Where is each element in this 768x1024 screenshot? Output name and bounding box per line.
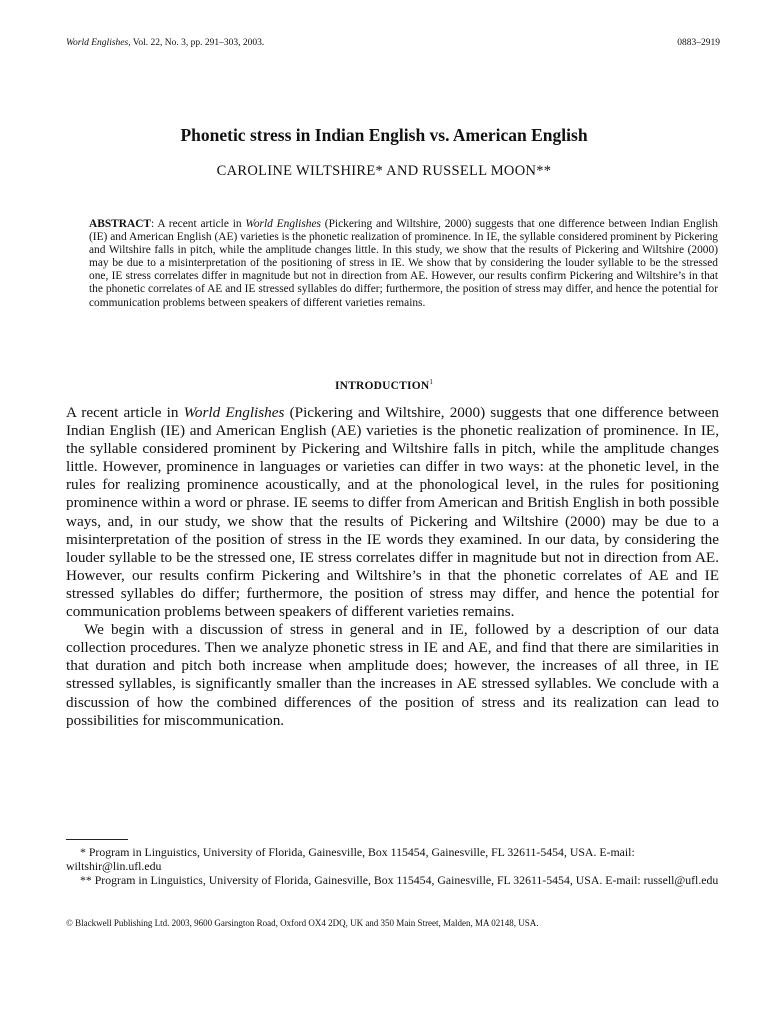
paragraph-2: We begin with a discussion of stress in general and in IE, followed by a description of our data collection procedures. Then we analyze phonetic stress in IE and AE, and find that there are similarities in that duration and pitch both increase when amplitude does; however, the increases of all three, in IE stressed syllables, is significantly smaller than the increases in AE stressed syllables. We conclude with a discussion of how the combined differences of the position of stress and its realization can lead to possibilities for miscommunication. bbox=[66, 621, 719, 729]
journal-name: World Englishes bbox=[66, 38, 129, 48]
paragraph-1 bbox=[66, 404, 719, 621]
footnote-divider bbox=[66, 839, 128, 840]
paper-title: Phonetic stress in Indian English vs. American English bbox=[180, 125, 588, 145]
running-head bbox=[66, 38, 720, 48]
footnote-marker: 1 bbox=[429, 378, 434, 386]
abstract-label: ABSTRACT bbox=[89, 218, 152, 230]
footnote-author-2: ** Program in Linguistics, University of Florida, Gainesville, Box 115454, Gainesville, FL 32611-5454, USA. E-mail: russell@ufl.edu bbox=[80, 873, 719, 888]
author-line: CAROLINE WILTSHIRE* AND RUSSELL MOON** bbox=[216, 163, 552, 179]
footnotes bbox=[66, 845, 719, 888]
abstract-text-rest: (Pickering and Wiltshire, 2000) suggests that one difference between Indian English (IE) and American English (AE) varieties is the phonetic realization of prominence. In IE, the syllable considered prominent by Pickering and Wiltshire falls in pitch, while the amplitude changes little. In this study, we show that the results of Pickering and Wiltshire (2000) may be due to a misinterpretation of the positioning of stress in IE. We show that by considering the louder syllable to be the stressed one, IE stress correlates differ in magnitude but not in direction from AE. However, our results confirm Pickering and Wiltshire’s in that the phonetic correlates of AE and IE stressed syllables do differ; furthermore, the position of stress may differ, and hence the potential for communication problems between speakers of different varieties remains. bbox=[89, 218, 718, 309]
section-heading-text: INTRODUCTION bbox=[334, 379, 430, 392]
citation-details: , Vol. 22, No. 3, pp. 291–303, 2003. bbox=[128, 38, 265, 48]
paragraph-1-journal-name: World Englishes bbox=[183, 404, 285, 421]
paragraph-1-start: A recent article in bbox=[66, 404, 184, 421]
journal-citation bbox=[66, 38, 264, 48]
copyright-notice: © Blackwell Publishing Ltd. 2003, 9600 Garsington Road, Oxford OX4 2DQ, UK and 350 Main Street, Malden, MA 02148, USA. bbox=[66, 918, 539, 928]
issn: 0883–2919 bbox=[677, 38, 720, 48]
abstract-journal-name: World Englishes bbox=[245, 218, 321, 230]
footnote-author-1: * Program in Linguistics, University of Florida, Gainesville, Box 115454, Gainesville, FL 32611-5454, USA. E-mail: wiltshir@lin.ufl.edu bbox=[66, 845, 635, 874]
section-heading-introduction bbox=[0, 378, 768, 392]
paragraph-1-rest: (Pickering and Wiltshire, 2000) suggests that one difference between Indian English (IE) and American English (AE) varieties is the phonetic realization of prominence. In IE, the syllable considered prominent by Pickering and Wiltshire falls in pitch, while the amplitude changes little. However, prominence in languages or varieties can differ in two ways: at the phonetic level, in the rules for realizing prominence acoustically, and at the phonological level, in the rules for positioning prominence within a word or phrase. IE seems to differ from American and British English in both possible ways, and, in our study, we show that the results of Pickering and Wiltshire (2000) may be due to a misinterpretation of the position of stress in the IE words they examined. In our data, by considering the louder syllable to be the stressed one, IE stress correlates differ in magnitude but not in direction from AE. However, our results confirm Pickering and Wiltshire’s in that the phonetic correlates of AE and IE stressed syllables do differ; furthermore, the position of stress may differ, and hence the potential for communication problems between speakers of different varieties remains. bbox=[66, 404, 719, 621]
abstract-text-start: : A recent article in bbox=[151, 218, 246, 230]
introduction-body bbox=[66, 404, 719, 730]
abstract bbox=[89, 218, 718, 310]
